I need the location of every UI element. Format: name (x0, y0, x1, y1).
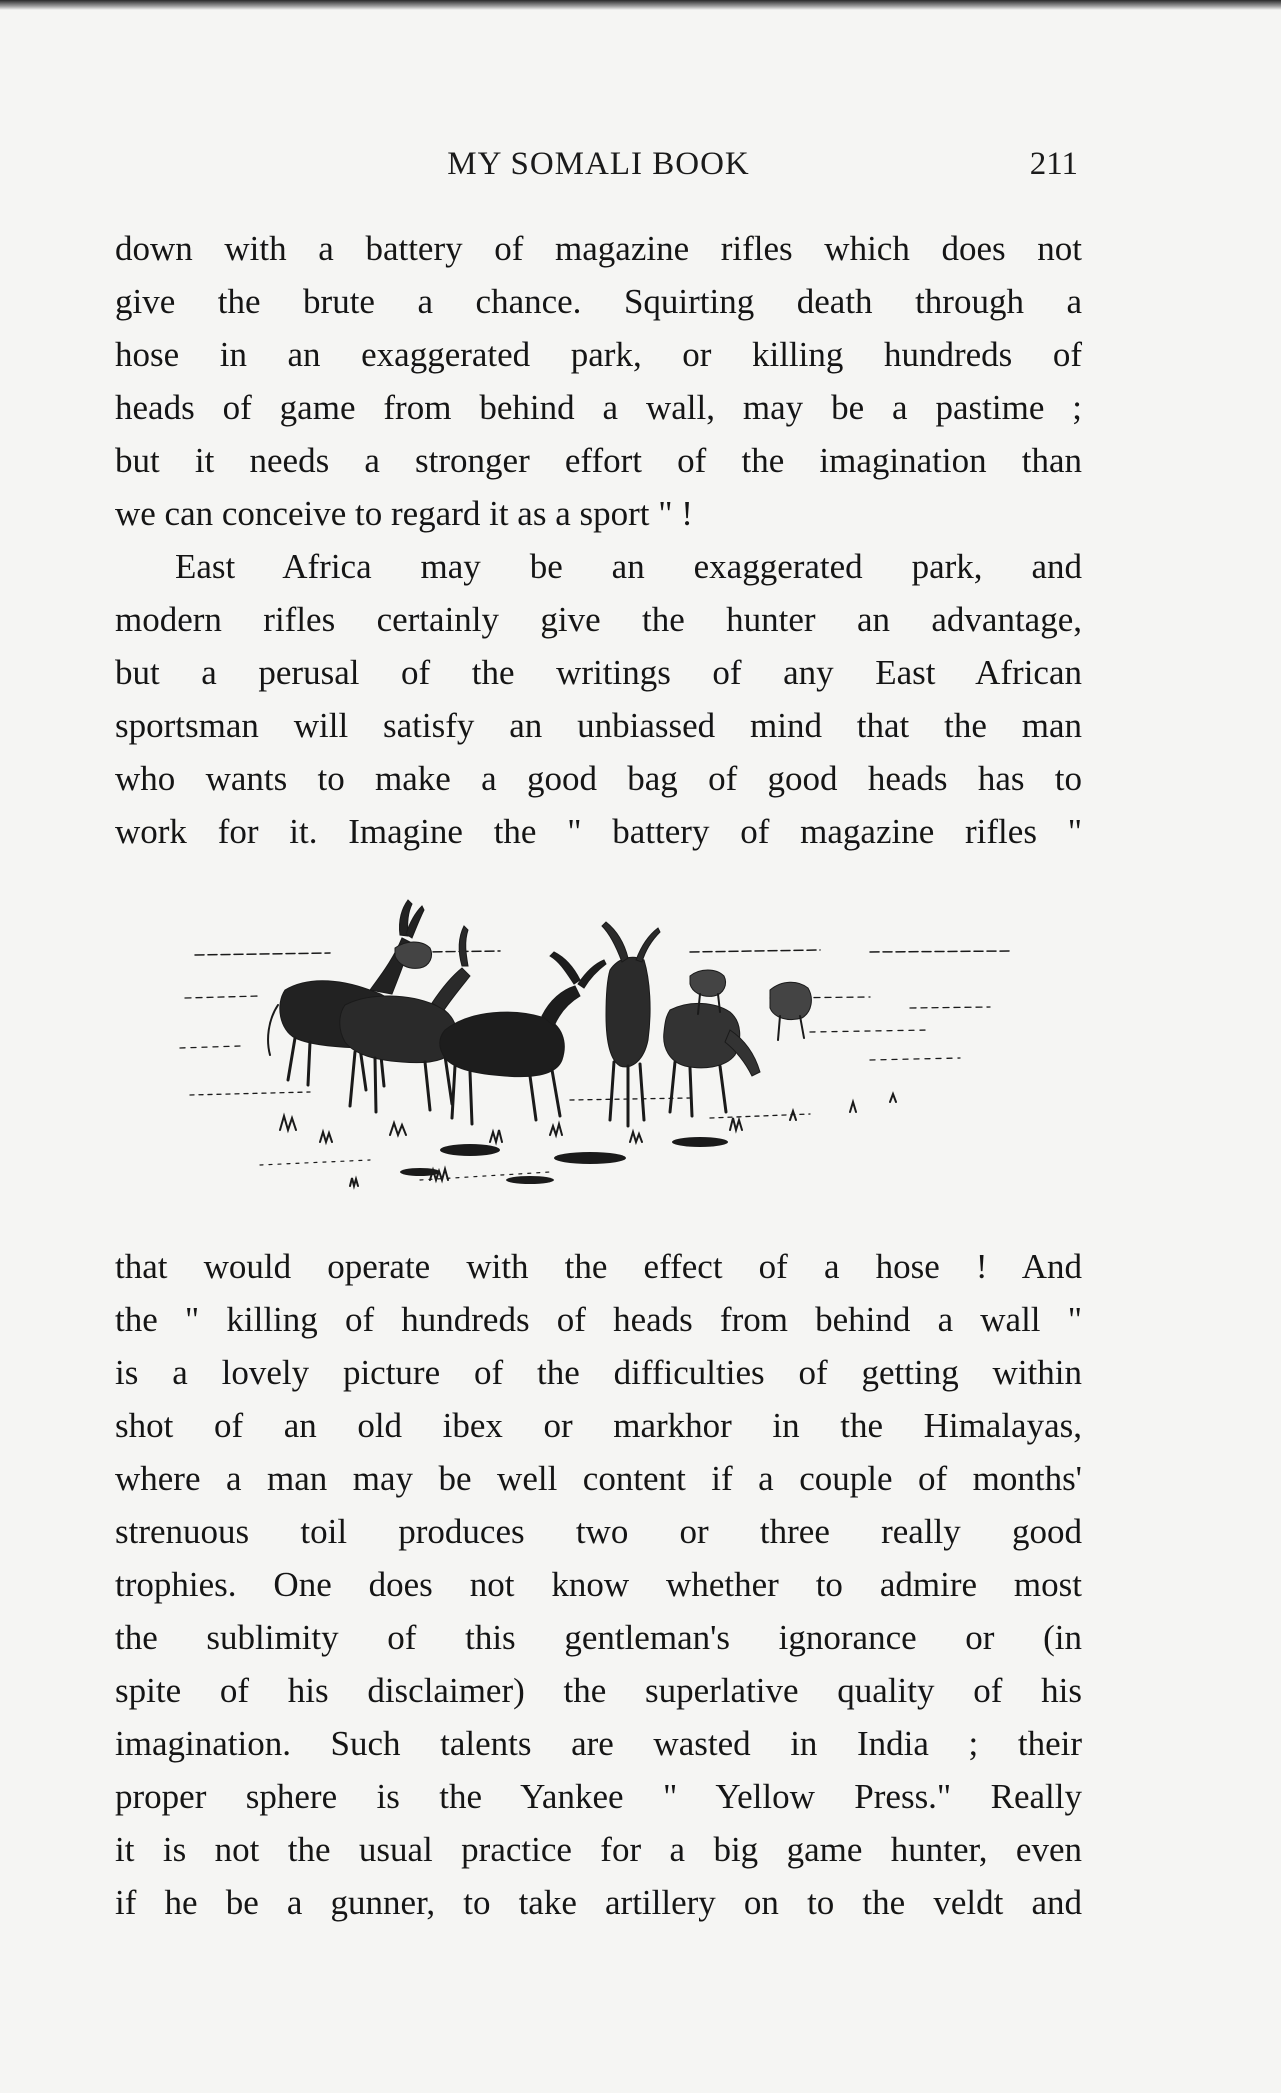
text-line: who wants to make a good bag of good heads has to (115, 759, 1082, 798)
antelope-herd-illustration (170, 880, 1020, 1200)
text-line: but it needs a stronger effort of the imagination than (115, 441, 1082, 480)
antelope-herd-icon (170, 880, 1020, 1200)
text-line: work for it. Imagine the " battery of magazine rifles " (115, 812, 1082, 851)
text-line: imagination. Such talents are wasted in India ; their (115, 1724, 1082, 1763)
text-line: the sublimity of this gentleman's ignorance or (in (115, 1618, 1082, 1657)
text-line: heads of game from behind a wall, may be a pastime ; (115, 388, 1082, 427)
text-line: hose in an exaggerated park, or killing hundreds of (115, 335, 1082, 374)
text-line: down with a battery of magazine rifles which does not (115, 229, 1082, 268)
text-line: spite of his disclaimer) the superlative quality of his (115, 1671, 1082, 1710)
text-line: it is not the usual practice for a big game hunter, even (115, 1830, 1082, 1869)
text-line: East Africa may be an exaggerated park, and (175, 547, 1082, 586)
text-line: proper sphere is the Yankee " Yellow Press." Really (115, 1777, 1082, 1816)
page-header (115, 146, 1082, 192)
text-line: if he be a gunner, to take artillery on to the veldt and (115, 1883, 1082, 1922)
text-line: strenuous toil produces two or three really good (115, 1512, 1082, 1551)
text-line: that would operate with the effect of a hose ! And (115, 1247, 1082, 1286)
text-block-bottom (115, 1240, 1082, 1929)
text-block-top (115, 222, 1082, 858)
text-line: but a perusal of the writings of any East African (115, 653, 1082, 692)
text-line: sportsman will satisfy an unbiassed mind that the man (115, 706, 1082, 745)
text-line: modern rifles certainly give the hunter an advantage, (115, 600, 1082, 639)
page-top-edge (0, 0, 1281, 10)
text-line: give the brute a chance. Squirting death through a (115, 282, 1082, 321)
page-number: 211 (1029, 146, 1078, 182)
text-line: the " killing of hundreds of heads from behind a wall " (115, 1300, 1082, 1339)
text-line: is a lovely picture of the difficulties of getting within (115, 1353, 1082, 1392)
text-line: we can conceive to regard it as a sport " ! (115, 494, 693, 533)
text-line: shot of an old ibex or markhor in the Himalayas, (115, 1406, 1082, 1445)
text-line: where a man may be well content if a couple of months' (115, 1459, 1082, 1498)
running-title: MY SOMALI BOOK (447, 146, 750, 182)
text-line: trophies. One does not know whether to admire most (115, 1565, 1082, 1604)
